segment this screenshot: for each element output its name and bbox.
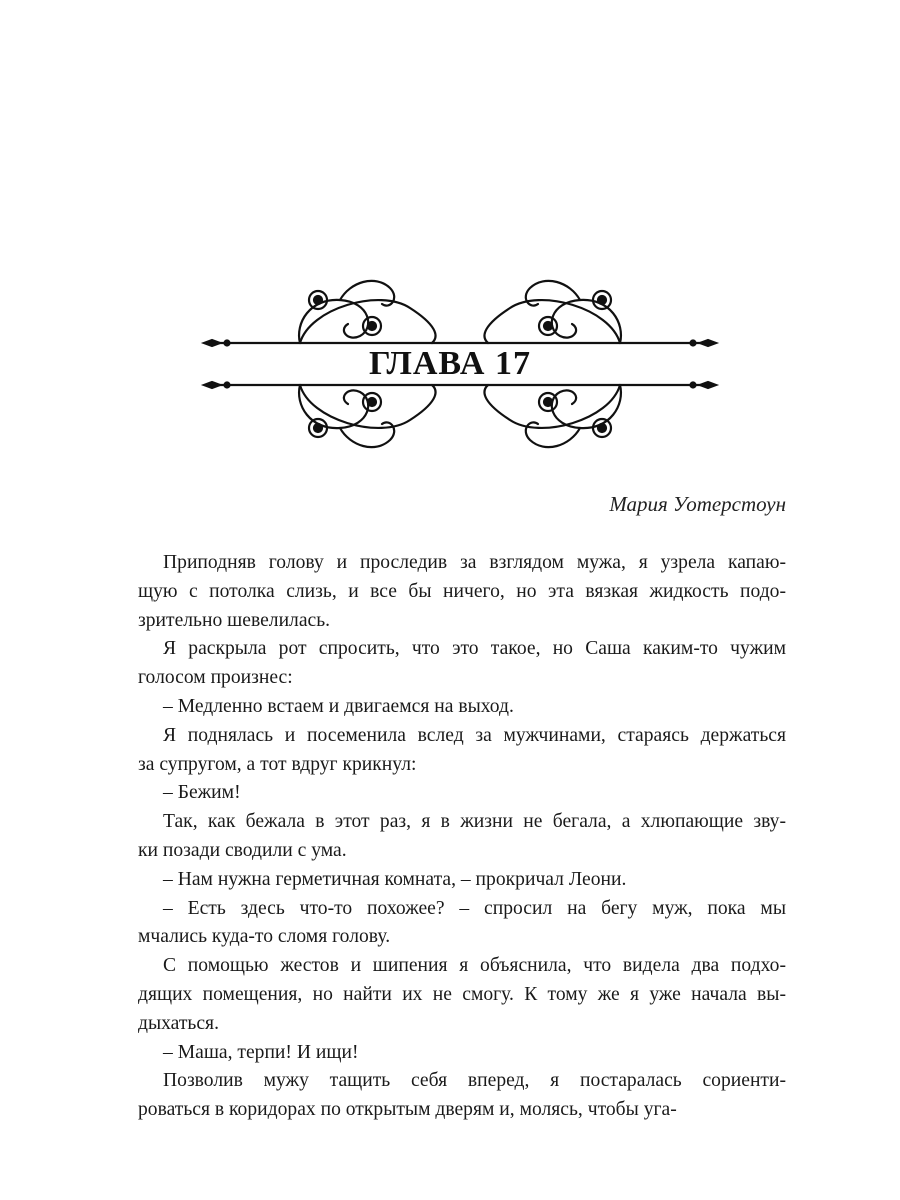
text-line: Я поднялась и посеменила вслед за мужчинами, стараясь держаться <box>163 724 786 746</box>
text-line: Позволив мужу тащить себя вперед, я постаралась сориенти- <box>163 1070 786 1092</box>
text-line: мчались куда-то сломя голову. <box>138 926 391 948</box>
text-line: – Бежим! <box>163 782 241 804</box>
text-line: зрительно шевелилась. <box>138 609 331 631</box>
paragraph <box>138 866 786 895</box>
paragraph <box>138 722 786 780</box>
paragraph <box>138 779 786 808</box>
text-line: Приподняв голову и проследив за взглядом мужа, я узрела капаю- <box>163 552 786 573</box>
paragraph <box>138 808 786 866</box>
paragraph <box>138 549 786 635</box>
text-line: С помощью жестов и шипения я объяснила, что видела два подхо- <box>163 955 786 977</box>
paragraph <box>138 1039 786 1068</box>
chapter-title: ГЛАВА 17 <box>369 345 531 382</box>
paragraph <box>138 693 786 722</box>
chapter-pov-author: Мария Уотерстоун <box>609 492 786 516</box>
text-line: щую с потолка слизь, и все бы ничего, но эта вязкая жидкость подо- <box>138 580 786 602</box>
text-line: – Маша, терпи! И ищи! <box>163 1041 359 1063</box>
paragraph <box>138 635 786 693</box>
paragraph <box>138 895 786 953</box>
text-line: Я раскрыла рот спросить, что это такое, но Саша каким-то чужим <box>163 638 786 660</box>
text-line: роваться в коридорах по открытым дверям и, молясь, чтобы уга- <box>138 1099 677 1121</box>
text-line: – Нам нужна герметичная комната, – прокричал Леони. <box>163 868 627 890</box>
text-line: голосом произнес: <box>138 667 293 689</box>
text-line: дящих помещения, но найти их не смогу. К тому же я уже начала вы- <box>138 983 786 1005</box>
text-line: – Есть здесь что-то похожее? – спросил на бегу муж, пока мы <box>163 897 786 919</box>
text-line: за супругом, а тот вдруг крикнул: <box>138 753 417 775</box>
text-line: дыхаться. <box>138 1012 219 1034</box>
body-text <box>138 549 786 1125</box>
text-line: Так, как бежала в этот раз, я в жизни не бегала, а хлюпающие зву- <box>163 811 786 833</box>
text-line: – Медленно встаем и двигаемся на выход. <box>163 695 514 717</box>
paragraph <box>138 1067 786 1125</box>
paragraph <box>138 952 786 1038</box>
text-line: ки позади сводили с ума. <box>138 839 347 861</box>
